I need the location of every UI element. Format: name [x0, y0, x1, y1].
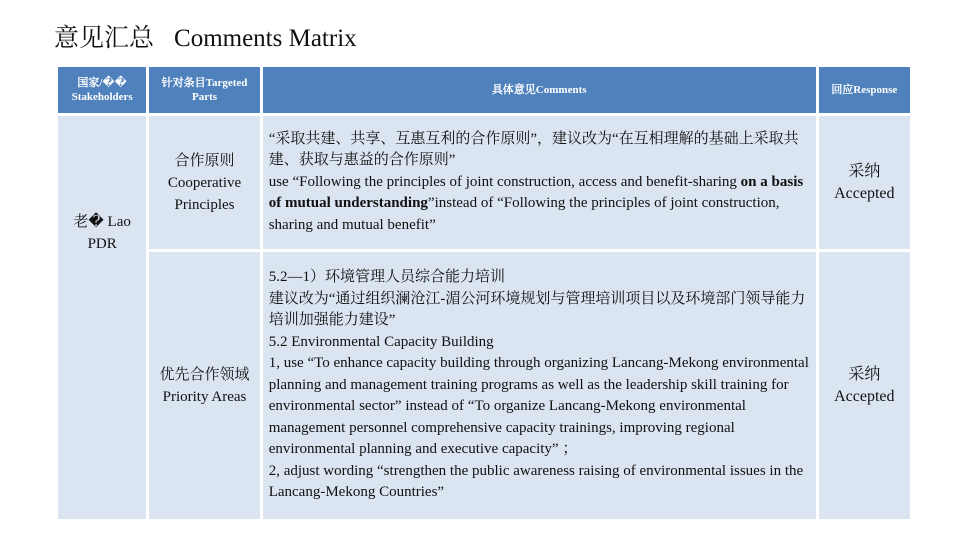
response-zh: 采纳	[848, 162, 881, 180]
response-zh: 采纳	[848, 365, 881, 383]
response-en: Accepted	[834, 387, 895, 405]
targeted-part-en: Cooperative Principles	[167, 174, 242, 213]
targeted-part-cell	[149, 252, 259, 519]
table-row	[58, 116, 910, 249]
comment-line: 5.2 Environmental Capacity Building	[268, 333, 494, 350]
comment-text-zh: “采取共建、共享、互惠互利的合作原则”，建议改为“在互相理解的基础上采取共建、获取与惠益的合作原则”	[268, 130, 799, 169]
targeted-part-en: Priority Areas	[162, 388, 247, 405]
comment-text-en-end: ”instead of “Following the principles of joint construction, sharing and mutual benefit”	[268, 195, 780, 233]
header-targeted-parts: 针对条目Targeted Parts	[149, 67, 259, 113]
response-cell	[819, 116, 910, 249]
header-comments: 具体意见Comments	[263, 67, 816, 113]
header-stakeholders: 国家/�� Stakeholders	[58, 67, 146, 113]
comments-matrix-table	[55, 64, 913, 522]
stakeholder-cell: 老� Lao PDR	[58, 116, 146, 519]
response-en: Accepted	[834, 184, 895, 202]
page-title	[54, 22, 357, 56]
comment-line: 1, use “To enhance capacity building through organizing Lancang-Mekong environmental planning and management training programs as well as the leadership skill training for environmental sector” instead of “To organize Lancang-Mekong environmental management personnel comprehensive capacity trainings, improving regional environmental planning and executive capacity” ；	[268, 355, 809, 458]
comment-text-en	[269, 172, 810, 237]
comment-cell	[263, 116, 816, 249]
comment-cell	[263, 252, 816, 519]
comment-line: 建议改为“通过组织澜沧江-湄公河环境规划与管理培训项目以及环境部门领导能力培训加强能力建设”	[268, 290, 806, 329]
title-zh: 意见汇总	[54, 25, 155, 52]
comment-text-en-start: use “Following the principles of joint construction, access and benefit-sharing	[268, 173, 741, 190]
comment-line: 5.2—1）环境管理人员综合能力培训	[268, 269, 505, 286]
header-row	[58, 67, 910, 113]
comment-line: 2, adjust wording “strengthen the public awareness raising of environmental issues in the Lancang-Mekong Countries”	[268, 462, 804, 501]
title-en: Comments Matrix	[174, 25, 357, 52]
comment-text-en-bold: on a basis of mutual understanding	[268, 173, 804, 212]
targeted-part-zh: 优先合作领域	[159, 366, 250, 383]
targeted-part-zh: 合作原则	[174, 152, 235, 169]
response-cell	[819, 252, 910, 519]
header-response: 回应Response	[819, 67, 910, 113]
targeted-part-cell	[149, 116, 259, 249]
table-row	[58, 252, 910, 519]
